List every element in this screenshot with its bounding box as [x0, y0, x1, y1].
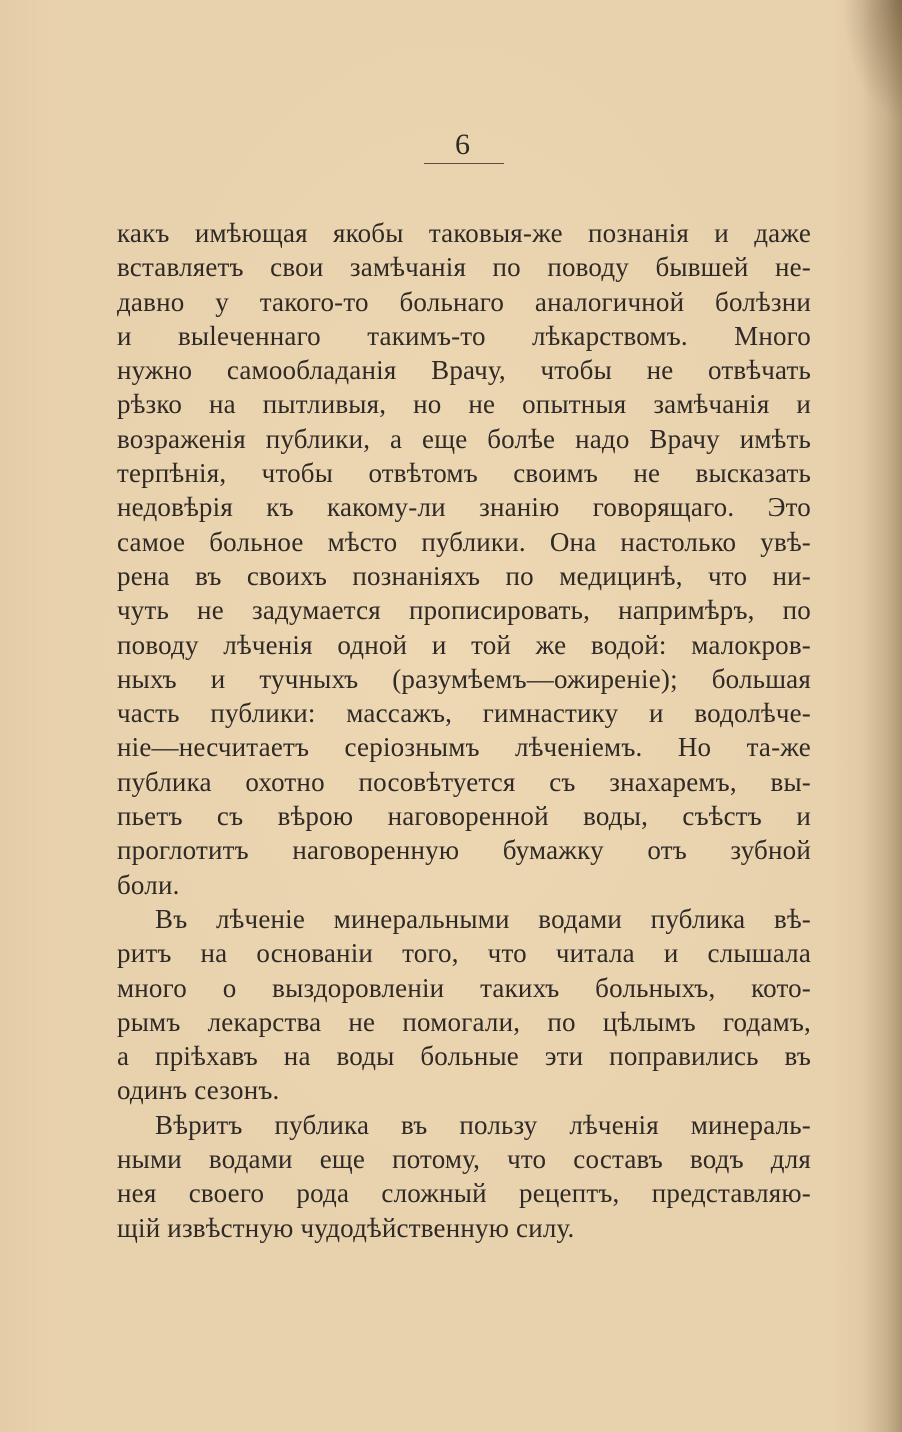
text-line: рена въ своихъ познаніяхъ по медицинѣ, что ни- — [117, 560, 811, 591]
text-line: ритъ на основаніи того, что читала и слышала — [117, 938, 811, 969]
paragraph — [117, 902, 811, 1108]
text-line: чуть не задумается прописировать, напримѣръ, по — [117, 595, 811, 626]
text-line: часть публики: массажъ, гимнастику и водолѣче- — [117, 698, 811, 729]
page-corner-stain — [842, 0, 902, 120]
text-line: терпѣнія, чтобы отвѣтомъ своимъ не высказать — [117, 458, 811, 489]
text-line: одинъ сезонъ. — [117, 1075, 280, 1106]
text-line: возраженія публики, а еще болѣе надо Врачу имѣть — [117, 423, 811, 454]
text-line: вставляетъ свои замѣчанія по поводу бывшей не- — [117, 252, 811, 283]
text-line: самое больное мѣсто публики. Она настолько увѣ- — [117, 526, 811, 557]
paragraph — [117, 1108, 811, 1245]
text-line: щій извѣстную чудодѣйственную силу. — [117, 1212, 575, 1243]
text-line: поводу лѣченія одной и той же водой: малокров- — [117, 629, 811, 660]
text-line: Въ лѣченіе минеральными водами публика вѣ- — [155, 903, 811, 934]
text-line: боли. — [117, 869, 180, 900]
text-line: проглотитъ наговоренную бумажку отъ зубной — [117, 835, 811, 866]
page-edge-shadow — [862, 0, 902, 1432]
text-line: пьетъ съ вѣрою наговоренной воды, съѣстъ и — [117, 801, 811, 832]
text-line: ніе—несчитаетъ серіознымъ лѣченіемъ. Но та-же — [117, 732, 811, 763]
body-text — [117, 216, 811, 1245]
text-line: давно у такого-то больнаго аналогичной болѣзни — [117, 286, 811, 317]
page-number: 6 — [455, 128, 470, 161]
paragraph — [117, 216, 811, 902]
text-line: публика охотно посовѣтуется съ знахаремъ, вы- — [117, 766, 811, 797]
text-line: рѣзко на пытливыя, но не опытныя замѣчанія и — [117, 389, 811, 420]
text-line: нея своего рода сложный рецептъ, представляю- — [117, 1178, 811, 1209]
page-number-rule — [424, 163, 504, 164]
text-line: Вѣритъ публика въ пользу лѣченія минераль- — [155, 1109, 811, 1140]
text-line: нужно самообладанія Врачу, чтобы не отвѣчать — [117, 355, 811, 386]
text-line: а пріѣхавъ на воды больные эти поправились въ — [117, 1041, 811, 1072]
text-line: какъ имѣющая якобы таковыя-же познанія и даже — [117, 218, 811, 248]
text-line: рымъ лекарства не помогали, по цѣлымъ годамъ, — [117, 1006, 811, 1037]
text-line: недовѣрія къ какому-ли знанію говорящаго. Это — [117, 492, 811, 523]
text-line: и выleченнаго такимъ-то лѣкарствомъ. Много — [117, 320, 811, 351]
text-line: ными водами еще потому, что составъ водъ для — [117, 1144, 811, 1175]
text-line: много о выздоровленіи такихъ больныхъ, кото- — [117, 972, 811, 1003]
text-line: ныхъ и тучныхъ (разумѣемъ—ожиреніе); большая — [117, 663, 811, 694]
